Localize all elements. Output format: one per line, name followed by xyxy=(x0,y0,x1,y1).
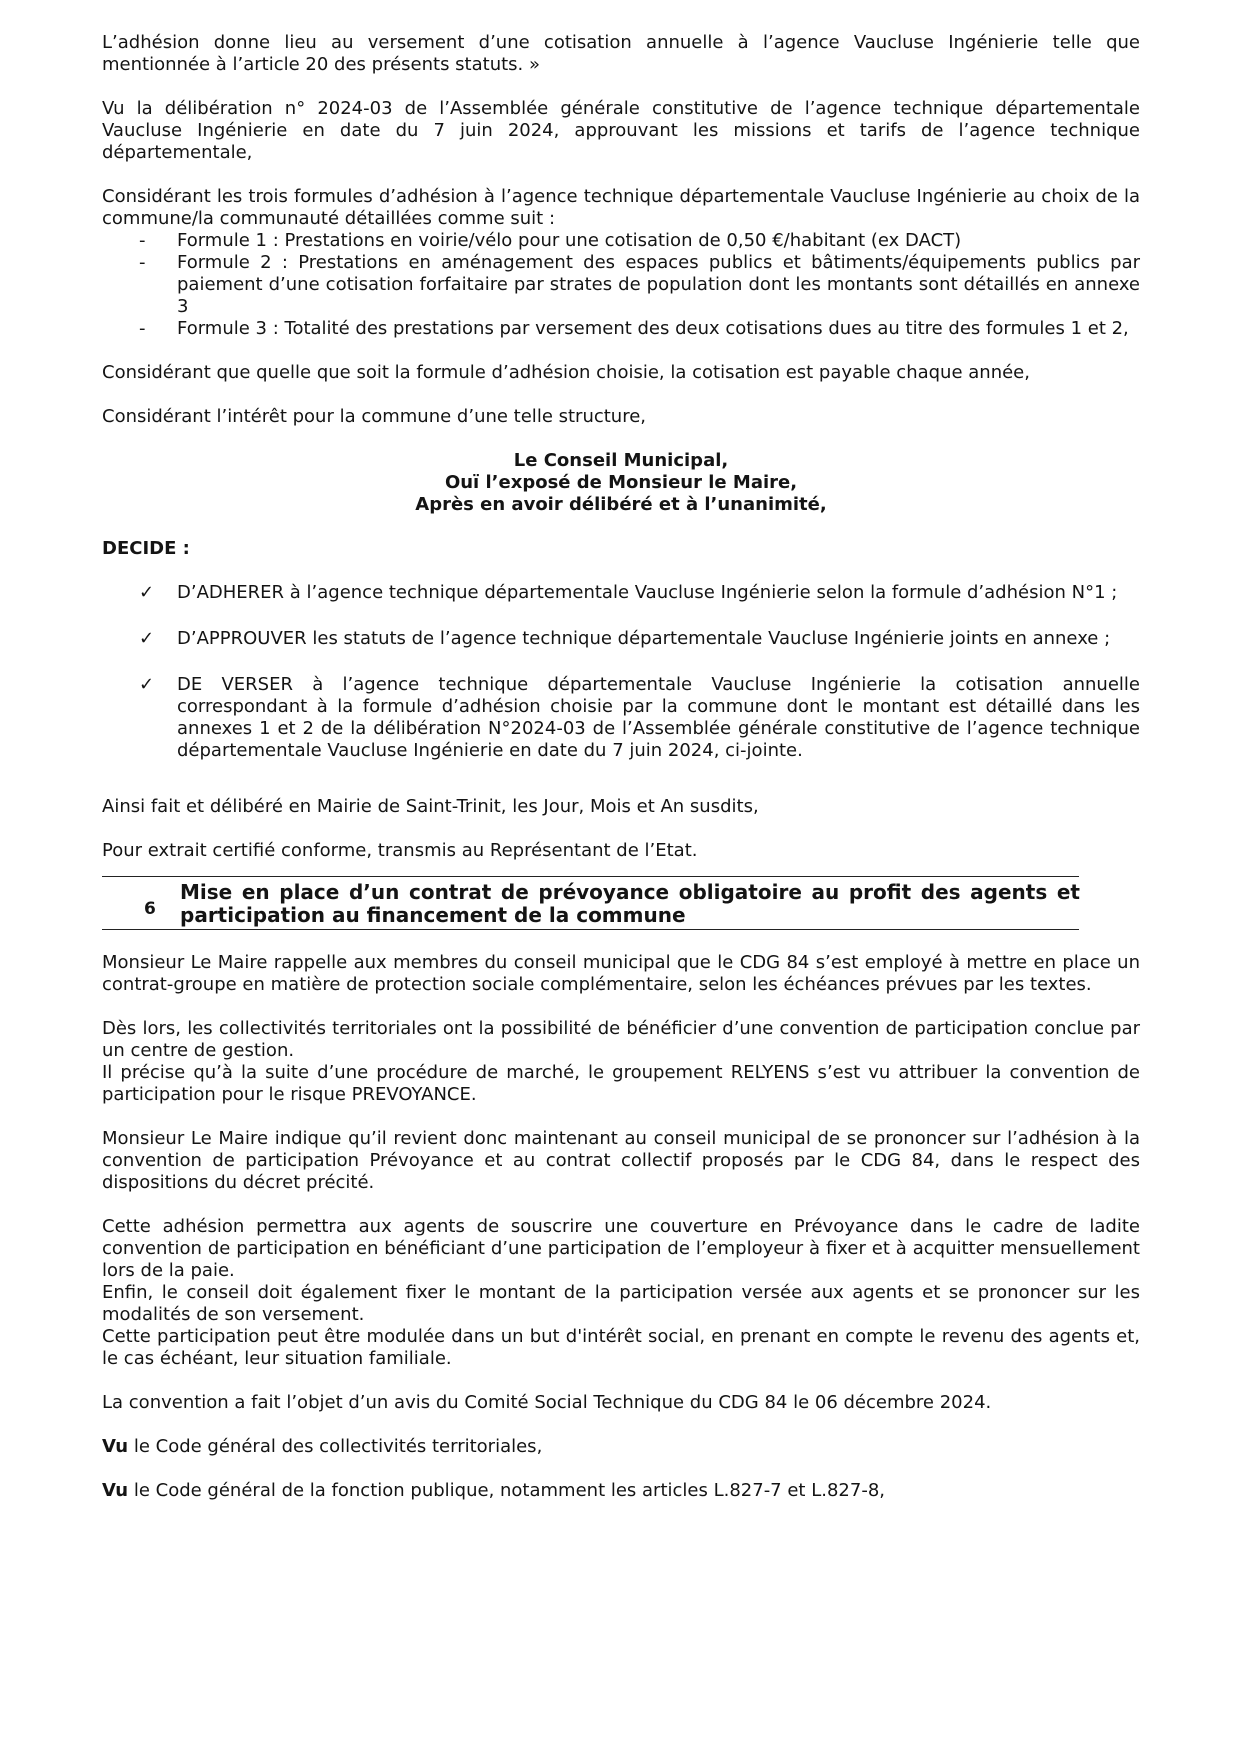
decision-item xyxy=(102,582,1140,604)
decide-label: DECIDE : xyxy=(102,538,190,559)
paragraph-considerant-payable: Considérant que quelle que soit la formule d’adhésion choisie, la cotisation est payable chaque année, xyxy=(102,362,1030,383)
paragraph-adhesion-cotisation: L’adhésion donne lieu au versement d’une cotisation annuelle à l’agence Vaucluse Ingénierie telle que mentionnée à l’article 20 des présents statuts. » xyxy=(102,32,1140,75)
decision-item xyxy=(102,628,1140,650)
paragraph-relyens: Il précise qu’à la suite d’une procédure de marché, le groupement RELYENS s’est vu attribuer la convention de participation pour le risque PREVOYANCE. xyxy=(102,1062,1140,1105)
paragraph-vu-deliberation: Vu la délibération n° 2024-03 de l’Assemblée générale constitutive de l’agence technique départementale Vaucluse Ingénierie en date du 7 juin 2024, approuvant les missions et tarifs de l’agence technique départementale, xyxy=(102,98,1140,163)
council-line: Après en avoir délibéré et à l’unanimité, xyxy=(415,494,827,515)
paragraph-adhesion-prevoyance: Monsieur Le Maire indique qu’il revient donc maintenant au conseil municipal de se prononcer sur l’adhésion à la convention de participation Prévoyance et au contrat collectif proposés par le CDG 84, dans le respect des dispositions du décret précité. xyxy=(102,1128,1140,1193)
dash-bullet: - xyxy=(139,318,146,339)
paragraph-vu-cgct xyxy=(102,1436,1140,1458)
paragraph-des-lors: Dès lors, les collectivités territoriales ont la possibilité de bénéficier d’une convention de participation conclue par un centre de gestion. xyxy=(102,1018,1140,1061)
section-number: 6 xyxy=(144,899,156,919)
formula-item xyxy=(102,318,1140,340)
paragraph-cdg-contrat: Monsieur Le Maire rappelle aux membres du conseil municipal que le CDG 84 s’est employé à mettre en place un contrat-groupe en matière de protection sociale complémentaire, selon les échéances prévues par les textes. xyxy=(102,952,1140,995)
vu-text: le Code général de la fonction publique, notamment les articles L.827-7 et L.827-8, xyxy=(128,1480,885,1501)
vu-lead: Vu xyxy=(102,1436,129,1457)
formula-text: Formule 2 : Prestations en aménagement des espaces publics et bâtiments/équipements publics par paiement d’une cotisation forfaitaire par strates de population dont les montants sont détaillés en annexe 3 xyxy=(177,252,1140,317)
vu-lead: Vu xyxy=(102,1480,129,1501)
paragraph-modulation: Cette participation peut être modulée dans un but d'intérêt social, en prenant en compte le revenu des agents et, le cas échéant, leur situation familiale. xyxy=(102,1326,1140,1369)
paragraph-extrait-certifie: Pour extrait certifié conforme, transmis au Représentant de l’Etat. xyxy=(102,840,698,861)
checkmark-icon: ✓ xyxy=(139,628,155,649)
decision-list xyxy=(102,582,1140,762)
paragraph-considerant-formules: Considérant les trois formules d’adhésion à l’agence technique départementale Vaucluse Ingénierie au choix de la commune/la communauté détaillées comme suit : xyxy=(102,186,1140,229)
council-line: Ouï l’exposé de Monsieur le Maire, xyxy=(444,472,798,493)
document-page xyxy=(102,32,1140,1502)
paragraph-avis-comite: La convention a fait l’objet d’un avis du Comité Social Technique du CDG 84 le 06 décembre 2024. xyxy=(102,1392,992,1413)
dash-bullet: - xyxy=(139,252,146,273)
decision-text: D’ADHERER à l’agence technique départementale Vaucluse Ingénierie selon la formule d’adhésion N°1 ; xyxy=(177,582,1118,603)
formula-list xyxy=(102,230,1140,340)
checkmark-icon: ✓ xyxy=(139,582,155,603)
paragraph-vu-cgfp xyxy=(102,1480,1140,1502)
formula-item xyxy=(102,230,1140,252)
section-heading xyxy=(102,876,1079,930)
vu-text: le Code général des collectivités territoriales, xyxy=(128,1436,543,1457)
paragraph-montant-participation: Enfin, le conseil doit également fixer le montant de la participation versée aux agents et se prononcer sur les modalités de son versement. xyxy=(102,1282,1140,1325)
council-header xyxy=(102,450,1140,516)
paragraph-considerant-interet: Considérant l’intérêt pour la commune d’une telle structure, xyxy=(102,406,647,427)
decision-text: D’APPROUVER les statuts de l’agence technique départementale Vaucluse Ingénierie joints en annexe ; xyxy=(177,628,1111,649)
decision-text: DE VERSER à l’agence technique départementale Vaucluse Ingénierie la cotisation annuelle correspondant à la formule d’adhésion choisie par la commune dont le montant est détaillé dans les annexes 1 et 2 de la délibération N°2024-03 de l’Assemblée générale constitutive de l’agence technique départementale Vaucluse Ingénierie en date du 7 juin 2024, ci-jointe. xyxy=(177,674,1140,761)
council-line: Le Conseil Municipal, xyxy=(513,450,729,471)
formula-item xyxy=(102,252,1140,318)
formula-text: Formule 3 : Totalité des prestations par versement des deux cotisations dues au titre des formules 1 et 2, xyxy=(177,318,1129,339)
paragraph-couverture: Cette adhésion permettra aux agents de souscrire une couverture en Prévoyance dans le cadre de ladite convention de participation en bénéficiant d’une participation de l’employeur à fixer et à acquitter mensuellement lors de la paie. xyxy=(102,1216,1140,1281)
dash-bullet: - xyxy=(139,230,146,251)
decision-item xyxy=(102,674,1140,762)
formula-text: Formule 1 : Prestations en voirie/vélo pour une cotisation de 0,50 €/habitant (ex DACT) xyxy=(177,230,962,251)
checkmark-icon: ✓ xyxy=(139,674,155,695)
section-title: Mise en place d’un contrat de prévoyance obligatoire au profit des agents et participation au financement de la commune xyxy=(180,880,1080,927)
paragraph-ainsi-fait: Ainsi fait et délibéré en Mairie de Saint-Trinit, les Jour, Mois et An susdits, xyxy=(102,796,759,817)
